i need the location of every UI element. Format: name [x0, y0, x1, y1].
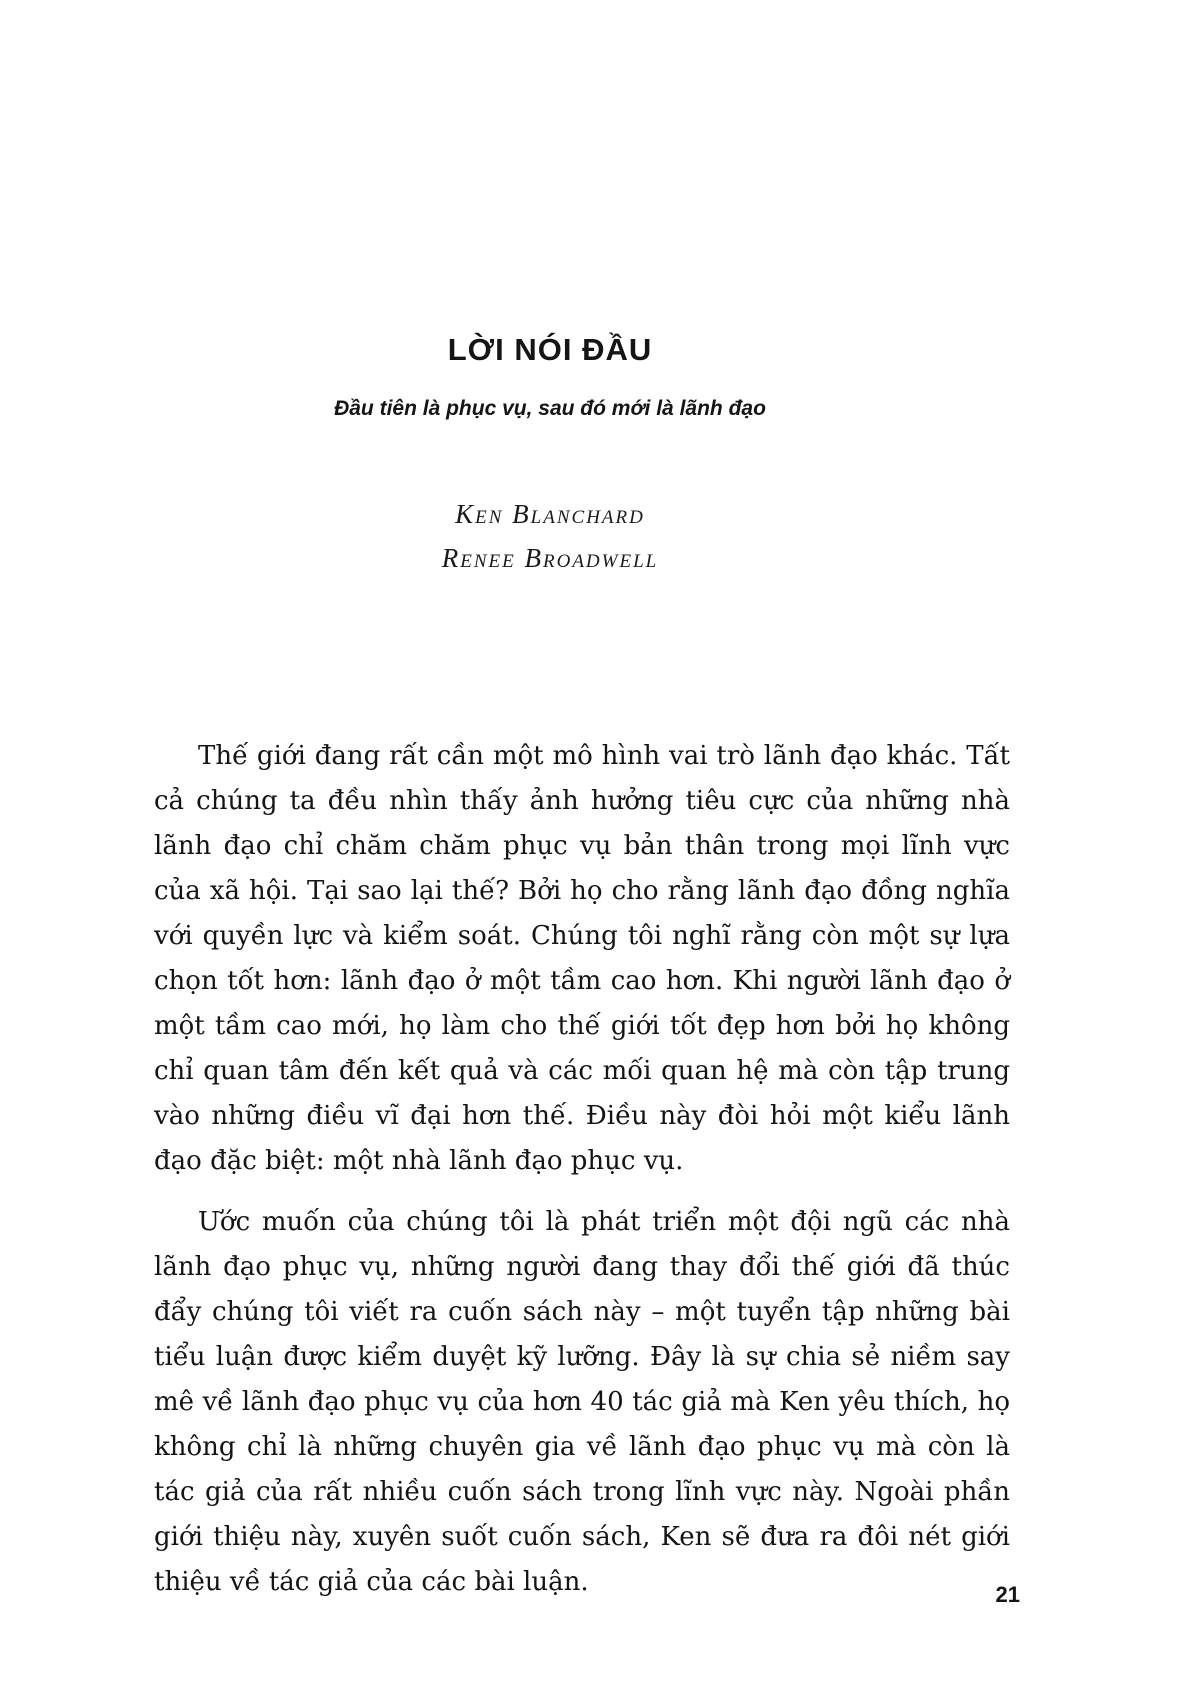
page-number: 21: [995, 1582, 1020, 1607]
author-name: Ken Blanchard: [455, 499, 645, 529]
author-name: Renee Broadwell: [441, 543, 659, 573]
author-list: [0, 492, 1100, 580]
paragraph: Thế giới đang rất cần một mô hình vai trò lãnh đạo khác. Tất cả chúng ta đều nhìn thấy ảnh hưởng tiêu cực của những nhà lãnh đạo chỉ chăm chăm phục vụ bản thân trong mọi lĩnh vực của xã hội. Tại sao lại thế? Bởi họ cho rằng lãnh đạo đồng nghĩa với quyền lực và kiểm soát. Chúng tôi nghĩ rằng còn một sự lựa chọn tốt hơn: lãnh đạo ở một tầm cao hơn. Khi người lãnh đạo ở một tầm cao mới, họ làm cho thế giới tốt đẹp hơn bởi họ không chỉ quan tâm đến kết quả và các mối quan hệ mà còn tập trung vào những điều vĩ đại hơn thế. Điều này đòi hỏi một kiểu lãnh đạo đặc biệt: một nhà lãnh đạo phục vụ.: [154, 741, 1010, 1176]
paragraph: Ước muốn của chúng tôi là phát triển một đội ngũ các nhà lãnh đạo phục vụ, những người đang thay đổi thế giới đã thúc đẩy chúng tôi viết ra cuốn sách này – một tuyển tập những bài tiểu luận được kiểm duyệt kỹ lưỡng. Đây là sự chia sẻ niềm say mê về lãnh đạo phục vụ của hơn 40 tác giả mà Ken yêu thích, họ không chỉ là những chuyên gia về lãnh đạo phục vụ mà còn là tác giả của rất nhiều cuốn sách trong lĩnh vực này. Ngoài phần giới thiệu này, xuyên suốt cuốn sách, Ken sẽ đưa ra đôi nét giới thiệu về tác giả của các bài luận.: [154, 1207, 1010, 1597]
chapter-subtitle: Đầu tiên là phục vụ, sau đó mới là lãnh đạo: [334, 397, 766, 420]
chapter-title: LỜI NÓI ĐẦU: [447, 332, 653, 367]
body-text: [154, 734, 1010, 1621]
